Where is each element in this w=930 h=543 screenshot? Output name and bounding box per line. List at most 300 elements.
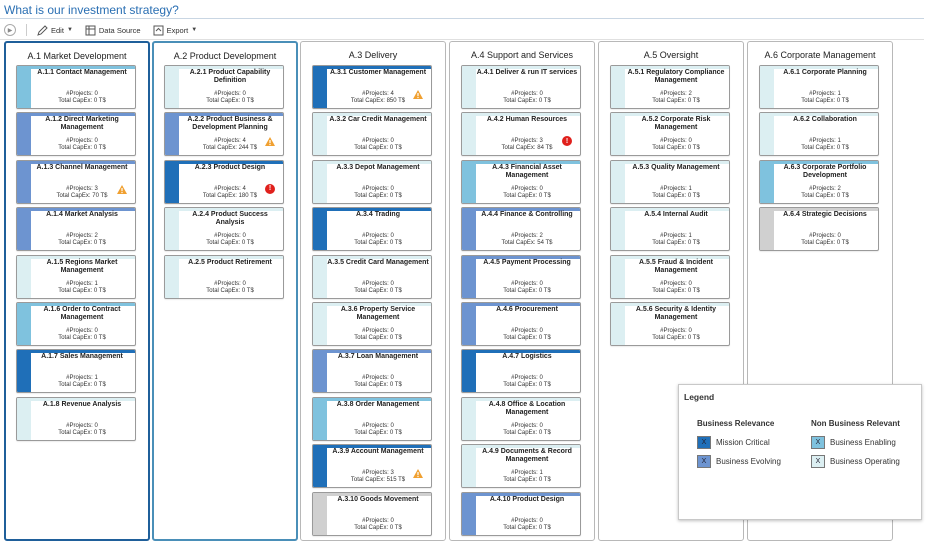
data-source-button[interactable] [85, 25, 141, 36]
chevron-down-icon: ▼ [66, 27, 73, 33]
total-capex [476, 288, 578, 295]
capex-value: 0 T$ [687, 287, 700, 294]
projects-count [476, 91, 578, 98]
total-capex [476, 240, 578, 247]
legend-panel [678, 384, 922, 520]
projects-label: #Projects: [362, 375, 389, 382]
total-capex [476, 145, 578, 152]
legend-item-business-operating [811, 455, 900, 468]
card-metrics [625, 186, 727, 200]
projects-count [327, 138, 429, 145]
capability-card-a-2-5[interactable] [164, 255, 284, 299]
capability-card-a-3-8[interactable] [312, 397, 432, 441]
projects-label: #Projects: [362, 91, 389, 97]
capability-card-a-2-2[interactable] [164, 112, 284, 156]
projects-count [31, 423, 133, 430]
capability-card-a-6-4[interactable] [759, 207, 879, 251]
capability-card-a-4-5[interactable] [461, 255, 581, 299]
total-capex [31, 240, 133, 247]
capability-card-a-3-6[interactable] [312, 302, 432, 346]
projects-label: #Projects: [66, 138, 93, 145]
capability-card-a-2-1[interactable] [164, 65, 284, 109]
relevance-color-bar [462, 66, 476, 108]
column-title: A.5 Oversight [643, 50, 699, 60]
card-title: A.4.3 Financial Asset Management [492, 163, 562, 179]
projects-value: 2 [539, 233, 543, 240]
card-title: A.5.5 Fraud & Incident Management [639, 258, 713, 274]
capex-value: 0 T$ [687, 145, 700, 152]
capex-value: 0 T$ [687, 335, 700, 341]
capex-label: Total CapEx: [503, 98, 538, 104]
capability-card-a-3-1[interactable] [312, 65, 432, 109]
projects-value: 4 [242, 185, 246, 192]
projects-value: 0 [837, 233, 841, 240]
card-metrics [476, 186, 578, 200]
capex-label: Total CapEx: [652, 240, 687, 247]
card-metrics [327, 281, 429, 295]
capex-label: Total CapEx: [206, 287, 241, 294]
card-title: A.5.6 Security & Identity Management [635, 306, 717, 321]
projects-label: #Projects: [660, 91, 687, 97]
capex-value: 0 T$ [538, 98, 551, 104]
projects-value: 1 [837, 138, 841, 145]
projects-value: 1 [837, 91, 841, 97]
projects-label: #Projects: [214, 280, 241, 287]
capability-card-a-3-2[interactable] [312, 112, 432, 156]
projects-label: #Projects: [362, 470, 389, 477]
card-metrics [31, 375, 133, 389]
capex-label: Total CapEx: [354, 240, 389, 247]
capability-card-a-4-6[interactable] [461, 302, 581, 346]
capex-value: 54 T$ [537, 240, 553, 247]
card-metrics [774, 186, 876, 200]
relevance-color-bar [462, 208, 476, 250]
data-source-icon [85, 25, 96, 36]
projects-label: #Projects: [66, 328, 93, 334]
card-title: A.1.6 Order to Contract Management [43, 306, 121, 321]
capability-card-a-1-1[interactable] [16, 65, 136, 109]
capex-value: 0 T$ [687, 192, 700, 199]
projects-label: #Projects: [362, 280, 389, 287]
capex-value: 0 T$ [836, 192, 849, 199]
card-title: A.3.9 Account Management [332, 448, 424, 456]
relevance-color-bar [313, 303, 327, 345]
card-metrics [476, 518, 578, 532]
capability-card-a-5-4[interactable] [610, 207, 730, 251]
toolbar-separator [26, 24, 27, 36]
capex-value: 0 T$ [93, 287, 106, 294]
projects-label: #Projects: [660, 328, 687, 334]
relevance-color-bar [462, 398, 476, 440]
projects-value: 0 [94, 422, 98, 429]
column-title: A.1 Market Development [27, 51, 127, 61]
toolbar-divider [0, 39, 924, 40]
relevance-color-bar [165, 161, 179, 203]
total-capex [476, 335, 578, 342]
relevance-color-bar [611, 256, 625, 298]
capex-label: Total CapEx: [58, 98, 93, 104]
warning-icon [413, 469, 423, 478]
relevance-color-bar [313, 493, 327, 535]
card-metrics [476, 91, 578, 105]
relevance-color-bar [17, 350, 31, 392]
capability-card-a-1-3[interactable] [16, 160, 136, 204]
mission-critical-swatch: X [697, 436, 711, 449]
capability-card-a-5-5[interactable] [610, 255, 730, 299]
card-title: A.1.3 Channel Management [36, 163, 128, 171]
total-capex [774, 145, 876, 152]
projects-value: 0 [539, 91, 543, 97]
capability-card-a-3-3[interactable] [312, 160, 432, 204]
projects-count [476, 470, 578, 477]
capability-card-a-5-3[interactable] [610, 160, 730, 204]
projects-value: 0 [539, 422, 543, 429]
projects-count [327, 281, 429, 288]
capability-card-a-4-7[interactable] [461, 349, 581, 393]
card-title: A.3.3 Depot Management [336, 163, 420, 171]
total-capex [476, 382, 578, 389]
relevance-color-bar [462, 303, 476, 345]
capability-card-a-4-1[interactable] [461, 65, 581, 109]
back-icon[interactable]: ▶ [4, 24, 16, 36]
projects-label: #Projects: [511, 185, 538, 192]
capex-value: 0 T$ [687, 98, 700, 104]
card-metrics [476, 281, 578, 295]
capex-label: Total CapEx: [350, 477, 385, 484]
card-title: A.3.6 Property Service Management [340, 306, 416, 321]
projects-count [31, 138, 133, 145]
capex-value: 0 T$ [836, 240, 849, 247]
card-metrics [327, 186, 429, 200]
capability-card-a-4-8[interactable] [461, 397, 581, 441]
capability-card-a-1-8[interactable] [16, 397, 136, 441]
card-metrics [31, 423, 133, 437]
capex-value: 0 T$ [538, 524, 551, 531]
capex-value: 0 T$ [538, 192, 551, 199]
projects-count [31, 91, 133, 98]
capability-card-a-1-2[interactable] [16, 112, 136, 156]
relevance-color-bar [462, 113, 476, 155]
capex-label: Total CapEx: [206, 98, 241, 104]
projects-count [476, 281, 578, 288]
total-capex [476, 477, 578, 484]
relevance-color-bar [611, 303, 625, 345]
capex-label: Total CapEx: [503, 429, 538, 436]
projects-value: 0 [390, 138, 394, 145]
legend-item-business-enabling [811, 436, 896, 449]
column-title: A.3 Delivery [348, 50, 398, 60]
total-capex [476, 525, 578, 532]
relevance-color-bar [165, 113, 179, 155]
total-capex [31, 430, 133, 437]
projects-count [774, 186, 876, 193]
card-title: A.5.1 Regulatory Compliance Management [627, 69, 725, 84]
projects-count [476, 423, 578, 430]
card-title: A.5.3 Quality Management [632, 163, 720, 171]
projects-label: #Projects: [511, 233, 538, 240]
projects-count [327, 186, 429, 193]
card-metrics [31, 91, 133, 105]
projects-count [774, 233, 876, 240]
export-menu-button[interactable] [153, 25, 198, 36]
capex-value: 0 T$ [389, 524, 402, 531]
relevance-color-bar [17, 161, 31, 203]
relevance-color-bar [313, 256, 327, 298]
card-title: A.6.1 Corporate Planning [783, 69, 867, 76]
projects-label: #Projects: [214, 233, 241, 240]
relevance-color-bar [17, 256, 31, 298]
projects-label: #Projects: [660, 280, 687, 287]
relevance-color-bar [462, 493, 476, 535]
card-metrics [625, 233, 727, 247]
card-title: A.2.3 Product Design [194, 163, 266, 171]
capex-value: 244 T$ [238, 145, 258, 152]
total-capex [327, 430, 429, 437]
capex-value: 0 T$ [538, 335, 551, 341]
legend-item-business-evolving [697, 455, 781, 468]
data-source-label: Data Source [98, 25, 141, 35]
projects-value: 0 [539, 375, 543, 382]
projects-count [625, 138, 727, 145]
projects-count [625, 328, 727, 335]
projects-count [476, 328, 578, 335]
capex-label: Total CapEx: [503, 287, 538, 294]
relevance-color-bar [760, 66, 774, 108]
non-business-relevant-heading: Non Business Relevant [811, 419, 900, 428]
capex-label: Total CapEx: [354, 429, 389, 436]
capex-value: 0 T$ [538, 477, 551, 484]
card-title: A.3.1 Customer Management [329, 69, 427, 76]
column-title: A.4 Support and Services [470, 50, 574, 60]
projects-count [625, 91, 727, 98]
capex-label: Total CapEx: [354, 192, 389, 199]
capability-card-a-4-3[interactable] [461, 160, 581, 204]
capex-label: Total CapEx: [501, 240, 536, 247]
capex-value: 0 T$ [241, 240, 254, 247]
projects-value: 2 [94, 233, 98, 240]
capability-card-a-1-5[interactable] [16, 255, 136, 299]
projects-value: 4 [242, 138, 246, 145]
projects-label: #Projects: [511, 422, 538, 429]
card-title: A.3.4 Trading [356, 211, 400, 219]
capability-card-a-3-10[interactable] [312, 492, 432, 536]
projects-label: #Projects: [66, 233, 93, 240]
card-title: A.1.8 Revenue Analysis [42, 400, 122, 408]
card-title: A.1.1 Contact Management [37, 69, 127, 76]
capex-value: 0 T$ [389, 240, 402, 247]
card-title: A.5.2 Corporate Risk Management [641, 116, 711, 132]
card-metrics [179, 91, 281, 105]
capability-card-a-6-2[interactable] [759, 112, 879, 156]
capability-card-a-1-6[interactable] [16, 302, 136, 346]
capex-label: Total CapEx: [58, 429, 93, 436]
warning-icon [265, 137, 275, 146]
projects-value: 1 [539, 470, 543, 477]
projects-value: 3 [390, 470, 394, 477]
projects-count [774, 91, 876, 98]
total-capex [625, 98, 727, 105]
legend-label: Business Evolving [716, 457, 781, 466]
card-title: A.6.3 Corporate Portfolio Development [783, 163, 867, 179]
capability-card-a-3-5[interactable] [312, 255, 432, 299]
capex-label: Total CapEx: [354, 287, 389, 294]
capability-card-a-1-4[interactable] [16, 207, 136, 251]
projects-value: 0 [539, 280, 543, 287]
projects-label: #Projects: [362, 422, 389, 429]
capex-value: 850 T$ [386, 98, 406, 104]
projects-label: #Projects: [362, 185, 389, 192]
capability-card-a-4-10[interactable] [461, 492, 581, 536]
capex-value: 180 T$ [238, 192, 258, 199]
capex-label: Total CapEx: [202, 145, 237, 152]
capability-card-a-1-7[interactable] [16, 349, 136, 393]
projects-count [327, 423, 429, 430]
capex-label: Total CapEx: [652, 287, 687, 294]
edit-menu-button[interactable] [37, 25, 73, 36]
projects-value: 0 [539, 185, 543, 192]
warning-icon [117, 185, 127, 194]
total-capex [31, 193, 133, 200]
card-metrics [625, 281, 727, 295]
relevance-color-bar [462, 256, 476, 298]
capex-label: Total CapEx: [58, 287, 93, 294]
total-capex [327, 193, 429, 200]
capability-card-a-4-4[interactable] [461, 207, 581, 251]
capability-card-a-6-3[interactable] [759, 160, 879, 204]
capex-label: Total CapEx: [652, 145, 687, 152]
card-title: A.3.8 Order Management [336, 400, 420, 408]
capability-card-a-3-7[interactable] [312, 349, 432, 393]
projects-label: #Projects: [660, 233, 687, 240]
total-capex [31, 98, 133, 105]
capex-value: 0 T$ [538, 429, 551, 436]
projects-value: 0 [94, 91, 98, 97]
card-title: A.4.1 Deliver & run IT services [476, 69, 578, 76]
card-title: A.1.7 Sales Management [41, 353, 123, 361]
capex-label: Total CapEx: [801, 98, 836, 104]
total-capex [179, 98, 281, 105]
relevance-color-bar [17, 66, 31, 108]
relevance-color-bar [611, 66, 625, 108]
capex-value: 0 T$ [389, 429, 402, 436]
projects-value: 0 [688, 138, 692, 145]
card-title: A.4.6 Procurement [496, 306, 558, 313]
projects-label: #Projects: [809, 138, 836, 145]
capability-card-a-3-4[interactable] [312, 207, 432, 251]
projects-label: #Projects: [511, 280, 538, 287]
total-capex [476, 430, 578, 437]
card-title: A.3.2 Car Credit Management [329, 116, 427, 124]
card-title: A.2.4 Product Success Analysis [192, 211, 268, 227]
projects-value: 3 [94, 185, 98, 192]
capex-label: Total CapEx: [503, 382, 538, 389]
capex-value: 0 T$ [241, 98, 254, 104]
capability-card-a-5-6[interactable] [610, 302, 730, 346]
capability-card-a-4-2[interactable] [461, 112, 581, 156]
capex-value: 0 T$ [836, 98, 849, 104]
capex-label: Total CapEx: [56, 192, 91, 199]
export-label: Export [166, 25, 189, 35]
capability-card-a-4-9[interactable] [461, 444, 581, 488]
card-metrics [31, 281, 133, 295]
capex-label: Total CapEx: [202, 192, 237, 199]
capability-card-a-2-3[interactable] [164, 160, 284, 204]
capex-label: Total CapEx: [503, 524, 538, 531]
projects-count [31, 328, 133, 335]
relevance-color-bar [760, 161, 774, 203]
projects-label: #Projects: [660, 138, 687, 145]
card-metrics [327, 518, 429, 532]
capex-value: 0 T$ [93, 382, 106, 389]
total-capex [327, 477, 429, 484]
projects-label: #Projects: [809, 233, 836, 240]
card-title: A.1.2 Direct Marketing Management [45, 116, 119, 132]
capability-card-a-3-9[interactable] [312, 444, 432, 488]
relevance-color-bar [17, 113, 31, 155]
card-metrics [327, 375, 429, 389]
capability-card-a-5-2[interactable] [610, 112, 730, 156]
card-title: A.4.8 Office & Location Management [488, 400, 566, 416]
capex-label: Total CapEx: [801, 145, 836, 152]
capex-value: 0 T$ [93, 429, 106, 436]
relevance-color-bar [760, 208, 774, 250]
card-title: A.4.2 Human Resources [486, 116, 568, 124]
projects-value: 0 [390, 185, 394, 192]
column-title: A.6 Corporate Management [764, 50, 876, 60]
relevance-color-bar [313, 350, 327, 392]
total-capex [327, 335, 429, 342]
projects-count [625, 186, 727, 193]
card-title: A.6.2 Collaboration [793, 116, 857, 124]
projects-label: #Projects: [511, 375, 538, 382]
card-title: A.1.5 Regions Market Management [46, 258, 118, 274]
capability-card-a-2-4[interactable] [164, 207, 284, 251]
total-capex [625, 240, 727, 247]
total-capex [774, 98, 876, 105]
relevance-color-bar [17, 398, 31, 440]
card-title: A.3.7 Loan Management [337, 353, 419, 361]
capability-card-a-5-1[interactable] [610, 65, 730, 109]
projects-label: #Projects: [66, 422, 93, 429]
capex-label: Total CapEx: [652, 335, 687, 341]
capex-value: 515 T$ [386, 477, 406, 484]
total-capex [625, 193, 727, 200]
capex-value: 0 T$ [241, 287, 254, 294]
projects-label: #Projects: [511, 91, 538, 97]
relevance-color-bar [611, 161, 625, 203]
projects-value: 1 [94, 375, 98, 382]
total-capex [327, 145, 429, 152]
projects-value: 0 [688, 328, 692, 334]
card-metrics [476, 375, 578, 389]
projects-count [476, 233, 578, 240]
projects-count [476, 375, 578, 382]
capex-label: Total CapEx: [652, 98, 687, 104]
title-divider [0, 18, 924, 19]
capability-card-a-6-1[interactable] [759, 65, 879, 109]
card-title: A.2.1 Product Capability Definition [189, 69, 271, 84]
relevance-color-bar [313, 161, 327, 203]
projects-value: 1 [94, 280, 98, 287]
capex-label: Total CapEx: [58, 240, 93, 247]
projects-count [179, 281, 281, 288]
capex-label: Total CapEx: [503, 335, 538, 341]
relevance-color-bar [17, 208, 31, 250]
projects-count [327, 328, 429, 335]
card-title: A.2.2 Product Business & Development Planning [187, 116, 273, 132]
legend-label: Mission Critical [716, 438, 770, 447]
total-capex [625, 335, 727, 342]
